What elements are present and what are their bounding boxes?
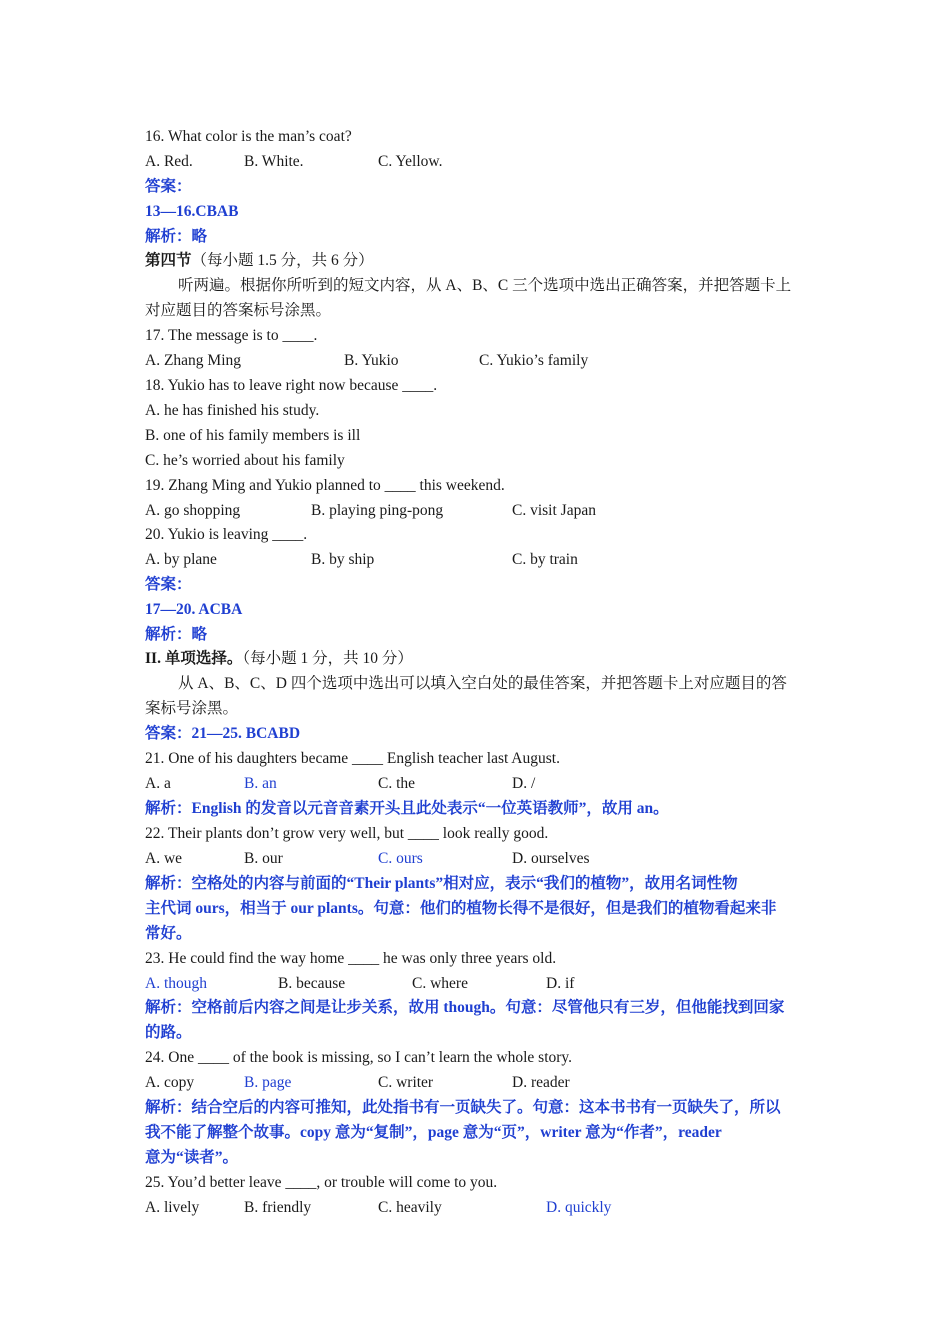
q22-option-d: D. ourselves [512, 850, 590, 867]
q23-option-d: D. if [546, 975, 575, 992]
section-score: （每小题 1.5 分，共 6 分） [191, 252, 374, 269]
q19-option-b: B. playing ping-pong [311, 502, 444, 519]
analysis-line: 解析：结合空后的内容可推知，此处指书有一页缺失了。句意：这本书书有一页缺失了，所以 [145, 1099, 781, 1116]
section-heading [145, 649, 413, 669]
q19-option-c: C. visit Japan [512, 502, 596, 519]
q25-option-d: D. quickly [546, 1199, 612, 1216]
section-instruction: 对应题目的答案标号涂黑。 [145, 302, 332, 319]
answer-value: 13—16.CBAB [145, 203, 239, 220]
question-20-stem: 20. Yukio is leaving ____. [145, 526, 308, 543]
section-title: II. 单项选择。 [145, 650, 243, 667]
q18-option-c: C. he’s worried about his family [145, 452, 345, 469]
section-score: （每小题 1 分，共 10 分） [242, 650, 413, 667]
analysis-line: 主代词 ours，相当于 our plants。句意：他们的植物长得不是很好，但是我们的植物看起来非 [145, 900, 777, 917]
question-23-stem: 23. He could find the way home ____ he was only three years old. [145, 950, 557, 967]
q20-option-a: A. by plane [145, 551, 217, 568]
q24-option-a: A. copy [145, 1074, 195, 1091]
q24-option-d: D. reader [512, 1074, 570, 1091]
q21-option-b: B. an [244, 775, 277, 792]
q18-option-b: B. one of his family members is ill [145, 427, 361, 444]
analysis-line: 解析：略 [145, 626, 208, 643]
analysis-line: 解析：English 的发音以元音音素开头且此处表示“一位英语教师”，故用 an。 [145, 800, 669, 817]
q16-option-c: C. Yellow. [378, 153, 443, 170]
answer-value: 17—20. ACBA [145, 601, 243, 618]
q25-option-a: A. lively [145, 1199, 200, 1216]
analysis-line: 解析：空格处的内容与前面的“Their plants”相对应，表示“我们的植物”，故用名词性物 [145, 875, 738, 892]
section-instruction: 案标号涂黑。 [145, 700, 239, 717]
q18-option-a: A. he has finished his study. [145, 402, 320, 419]
q16-option-b: B. White. [244, 153, 304, 170]
question-22-stem: 22. Their plants don’t grow very well, but ____ look really good. [145, 825, 549, 842]
q22-option-a: A. we [145, 850, 183, 867]
analysis-line: 我不能了解整个故事。copy 意为“复制”，page 意为“页”，writer 意为“作者”，reader [145, 1124, 722, 1141]
q22-option-c: C. ours [378, 850, 423, 867]
q21-option-d: D. / [512, 775, 536, 792]
question-19-stem: 19. Zhang Ming and Yukio planned to ____ this weekend. [145, 477, 505, 494]
q17-option-b: B. Yukio [344, 352, 399, 369]
section-instruction: 听两遍。根据你所听到的短文内容，从 A、B、C 三个选项中选出正确答案，并把答题卡上 [178, 277, 792, 294]
q21-option-c: C. the [378, 775, 416, 792]
question-21-stem: 21. One of his daughters became ____ English teacher last August. [145, 750, 560, 767]
q24-option-b: B. page [244, 1074, 292, 1091]
section-instruction: 从 A、B、C、D 四个选项中选出可以填入空白处的最佳答案，并把答题卡上对应题目的答 [178, 675, 787, 692]
q17-option-c: C. Yukio’s family [479, 352, 589, 369]
question-16-stem: 16. What color is the man’s coat? [145, 128, 352, 145]
answer-label: 答案： [145, 178, 192, 195]
section-heading [145, 251, 374, 271]
q25-option-b: B. friendly [244, 1199, 312, 1216]
question-18-stem: 18. Yukio has to leave right now because ____. [145, 377, 438, 394]
q24-option-c: C. writer [378, 1074, 434, 1091]
question-24-stem: 24. One ____ of the book is missing, so I can’t learn the whole story. [145, 1049, 573, 1066]
section-title: 第四节 [145, 252, 192, 269]
analysis-line: 意为“读者”。 [145, 1149, 239, 1166]
analysis-line: 常好。 [145, 925, 192, 942]
q21-option-a: A. a [145, 775, 171, 792]
q20-option-c: C. by train [512, 551, 578, 568]
question-25-stem: 25. You’d better leave ____, or trouble will come to you. [145, 1174, 498, 1191]
q17-option-a: A. Zhang Ming [145, 352, 242, 369]
q23-option-c: C. where [412, 975, 468, 992]
analysis-line: 解析：略 [145, 228, 208, 245]
q20-option-b: B. by ship [311, 551, 375, 568]
q16-option-a: A. Red. [145, 153, 193, 170]
answer-value: 答案：21—25. BCABD [145, 725, 301, 742]
q23-option-b: B. because [278, 975, 346, 992]
analysis-line: 解析：空格前后内容之间是让步关系，故用 though。句意：尽管他只有三岁，但他能找到回家 [145, 999, 785, 1016]
answer-label: 答案： [145, 576, 192, 593]
q23-option-a: A. though [145, 975, 207, 992]
q19-option-a: A. go shopping [145, 502, 241, 519]
q25-option-c: C. heavily [378, 1199, 442, 1216]
question-17-stem: 17. The message is to ____. [145, 327, 318, 344]
q22-option-b: B. our [244, 850, 283, 867]
analysis-line: 的路。 [145, 1024, 192, 1041]
